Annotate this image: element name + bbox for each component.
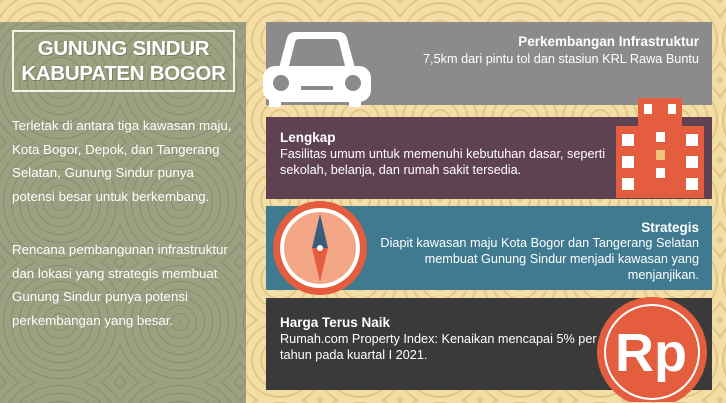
building-icon xyxy=(610,98,710,198)
location-title-box xyxy=(12,30,235,92)
location-title-line1: GUNUNG SINDUR xyxy=(37,37,210,60)
info-sidebar xyxy=(0,22,246,403)
card-price-title: Harga Terus Naik xyxy=(280,315,391,330)
card-price-body: Rumah.com Property Index: Kenaikan mencapai 5% per tahun pada kuartal I 2021. xyxy=(280,332,597,362)
rupiah-coin-icon xyxy=(592,292,712,402)
card-infrastructure-title: Perkembangan Infrastruktur xyxy=(518,34,699,49)
location-title-line2: KABUPATEN BOGOR xyxy=(21,62,226,85)
compass-icon xyxy=(266,200,376,300)
card-infrastructure-body: 7,5km dari pintu tol dan stasiun KRL Rawa Buntu xyxy=(423,52,699,66)
rupiah-symbol: Rp xyxy=(615,323,687,383)
card-facilities-body: Fasilitas umum untuk memenuhi kebutuhan dasar, seperti sekolah, belanja, dan rumah sakit tersedia. xyxy=(280,147,606,177)
sidebar-paragraph-1: Terletak di antara tiga kawasan maju, Kota Bogor, Depok, dan Tangerang Selatan, Gunung Sindur punya potensi besar untuk berkembang. xyxy=(12,118,232,204)
card-strategic-body: Diapit kawasan maju Kota Bogor dan Tangerang Selatan membuat Gunung Sindur menjadi kawasan yang menjanjikan. xyxy=(380,236,699,282)
car-icon xyxy=(257,22,377,108)
card-facilities-title: Lengkap xyxy=(280,130,336,145)
sidebar-paragraph-2: Rencana pembangunan infrastruktur dan lokasi yang strategis membuat Gunung Sindur punya potensi perkembangan yang besar. xyxy=(12,242,228,328)
card-strategic-title: Strategis xyxy=(641,220,699,235)
